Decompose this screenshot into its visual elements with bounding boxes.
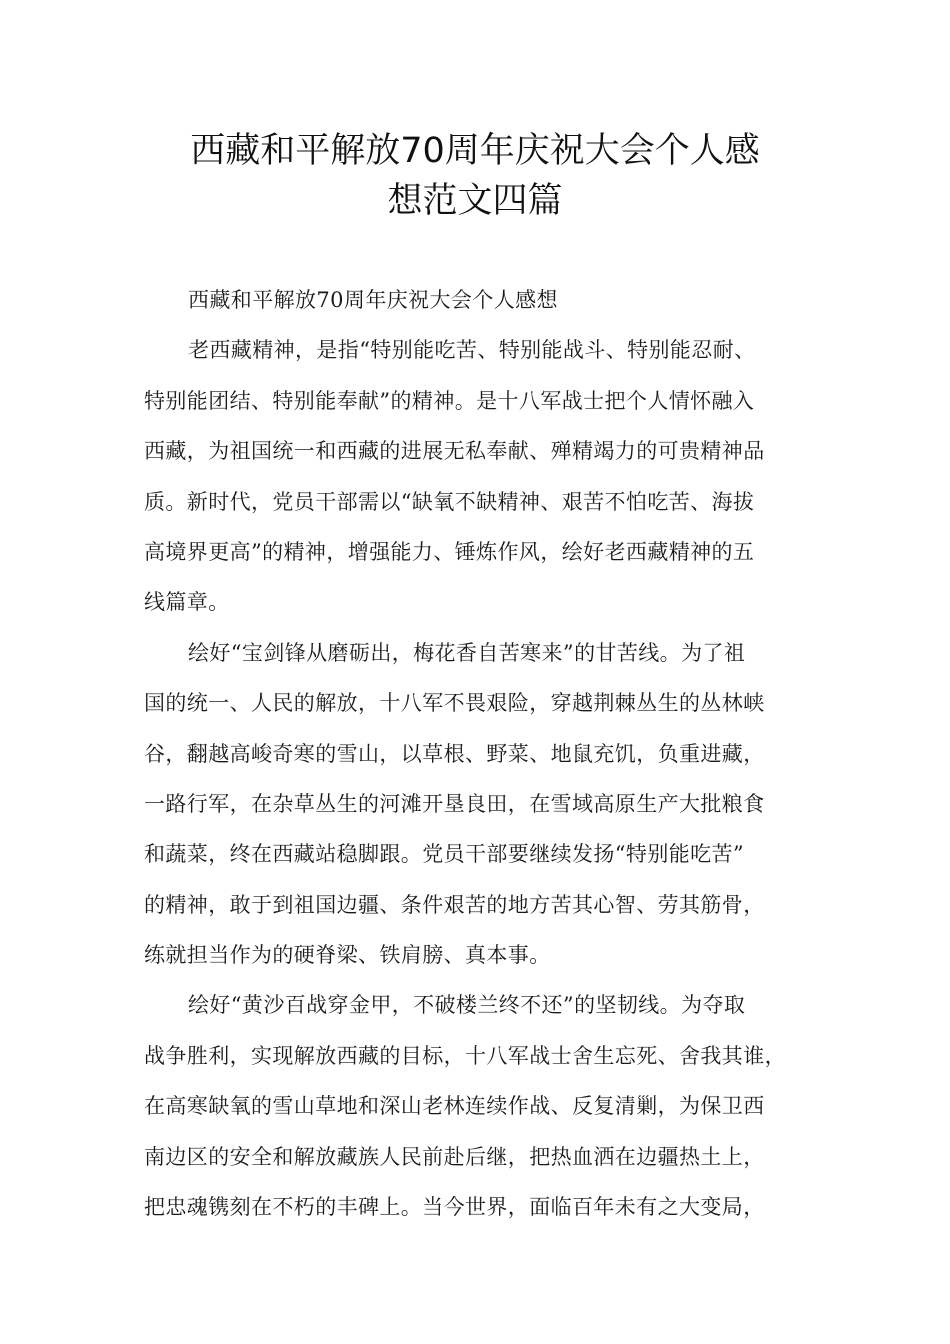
subtitle: 西藏和平解放70周年庆祝大会个人感想 — [188, 288, 558, 312]
text-line: 谷，翻越高峻奇寒的雪山，以草根、野菜、地鼠充饥，负重进藏， — [144, 741, 765, 766]
text-line: 质。新时代，党员干部需以“缺氧不缺精神、艰苦不怕吃苦、海拔 — [144, 489, 755, 514]
text-line: 的精神，敢于到祖国边疆、条件艰苦的地方苦其心智、劳其筋骨， — [144, 892, 765, 917]
subtitle-paragraph — [144, 287, 824, 337]
text-line: 绘好“宝剑锋从磨砺出，梅花香自苦寒来”的甘苦线。为了祖 — [188, 640, 746, 665]
text-line: 南边区的安全和解放藏族人民前赴后继，把热血洒在边疆热土上， — [144, 1144, 765, 1169]
text-line: 特别能团结、特别能奉献”的精神。是十八军战士把个人情怀融入 — [144, 388, 755, 413]
text-line: 高境界更高”的精神，增强能力、锤炼作风，绘好老西藏精神的五 — [144, 539, 755, 564]
document-title — [140, 126, 810, 226]
text-line: 战争胜利，实现解放西藏的目标，十八军战士舍生忘死、舍我其谁， — [144, 1043, 786, 1068]
paragraph-3 — [144, 992, 824, 1244]
title-line: 想范文四篇 — [387, 181, 563, 221]
text-line: 和蔬菜，终在西藏站稳脚跟。党员干部要继续发扬“特别能吃苦” — [144, 842, 745, 867]
text-line: 绘好“黄沙百战穿金甲，不破楼兰终不还”的坚韧线。为夺取 — [188, 993, 746, 1018]
paragraph-1 — [144, 337, 824, 639]
text-line: 老西藏精神，是指“特别能吃苦、特别能战斗、特别能忍耐、 — [188, 338, 756, 363]
text-line: 西藏，为祖国统一和西藏的进展无私奉献、殚精竭力的可贵精神品 — [144, 439, 765, 464]
paragraph-2 — [144, 640, 824, 993]
text-line: 练就担当作为的硬脊梁、铁肩膀、真本事。 — [144, 943, 551, 968]
text-line: 线篇章。 — [144, 590, 230, 615]
text-line: 把忠魂镌刻在不朽的丰碑上。当今世界，面临百年未有之大变局， — [144, 1195, 765, 1220]
document-body — [144, 287, 824, 1244]
text-line: 一路行军，在杂草丛生的河滩开垦良田，在雪域高原生产大批粮食 — [144, 791, 765, 816]
text-line: 国的统一、人民的解放，十八军不畏艰险，穿越荆棘丛生的丛林峡 — [144, 691, 765, 716]
title-line: 西藏和平解放70周年庆祝大会个人感 — [190, 131, 760, 171]
text-line: 在高寒缺氧的雪山草地和深山老林连续作战、反复清剿，为保卫西 — [144, 1094, 765, 1119]
